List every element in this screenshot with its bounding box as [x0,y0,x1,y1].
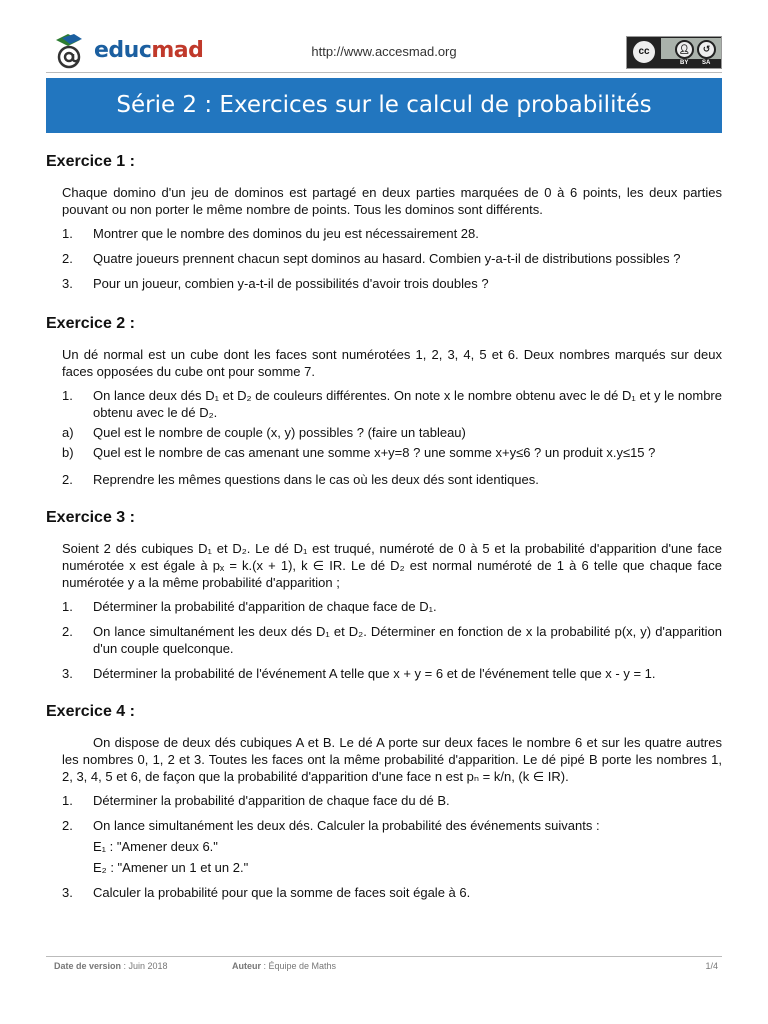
item-number: 1. [62,599,73,614]
item-text: Calculer la probabilité pour que la somme de faces soit égale à 6. [93,885,471,900]
item-text: Montrer que le nombre des dominos du jeu est nécessairement 28. [93,226,479,241]
exercise-1-item-2 [62,250,722,267]
exercise-3-title: Exercice 3 : [46,509,135,526]
exercise-2-sub-b [62,444,722,461]
footer-divider [46,956,722,957]
item-number: 2. [62,624,73,639]
exercise-1-item-1 [62,225,722,242]
author-value: : Équipe de Maths [261,961,337,971]
exercise-2-item-1 [62,387,722,421]
item-number: 2. [62,251,73,266]
exercise-2-title: Exercice 2 : [46,315,135,332]
item-letter: a) [62,425,74,440]
license-by-label: BY [680,60,689,66]
page-number: 1/4 [705,961,718,971]
item-number: 1. [62,793,73,808]
item-number: 1. [62,388,73,403]
cc-icon: cc [631,39,657,65]
item-number: 3. [62,885,73,900]
event-e1: E₁ : "Amener deux 6." [93,839,218,854]
item-text: Quatre joueurs prennent chacun sept dominos au hasard. Combien y-a-t-il de distributions possibles ? [93,251,681,266]
item-text: On lance simultanément les deux dés D₁ et D₂. Déterminer en fonction de x la probabilité p(x, y) d'apparition d'un couple quelconque. [93,624,722,656]
exercise-3-item-3 [62,665,722,682]
author-label: Auteur [232,961,261,971]
exercise-2-sub-a [62,424,722,441]
exercise-4-item-1 [62,792,722,809]
version-info [54,961,168,971]
item-text: Déterminer la probabilité de l'événement A telle que x + y = 6 et de l'événement telle que x - y = 1. [93,666,656,681]
item-number: 3. [62,276,73,291]
exercise-2-intro: Un dé normal est un cube dont les faces sont numérotées 1, 2, 3, 4, 5 et 6. Deux nombres marqués sur deux faces opposées du cube ont pour somme 7. [62,347,722,379]
exercise-4-item-2 [62,817,722,834]
exercise-3-item-2 [62,623,722,657]
version-label: Date de version [54,961,122,971]
exercise-4-intro: On dispose de deux dés cubiques A et B. Le dé A porte sur deux faces le nombre 6 et sur les quatre autres les nombres 0, 1, 2 et 3. Toutes les faces ont la même probabilité d'apparition. Le dé pipé B porte les nombres 1, 2, 3, 4, 5 et 6, de façon que la probabilité d'apparition d'une face n est pₙ = k/n, (k ∈ IR). [62,735,722,784]
item-text: Déterminer la probabilité d'apparition de chaque face du dé B. [93,793,450,808]
item-text: Reprendre les mêmes questions dans le cas où les deux dés sont identiques. [93,472,539,487]
item-text: Pour un joueur, combien y-a-t-il de possibilités d'avoir trois doubles ? [93,276,489,291]
exercise-3-item-1 [62,598,722,615]
exercise-3-intro: Soient 2 dés cubiques D₁ et D₂. Le dé D₁ est truqué, numéroté de 0 à 5 et la probabilité d'apparition d'une face numérotée x est égale à pₓ = k.(x + 1), k ∈ IR. Le dé D₂ est normal numéroté de 1 à 6 telle que chaque face numérotée y a la même probabilité d'apparition ; [62,541,722,590]
sa-share-alike-icon: ↺ [697,40,716,59]
exercise-1-item-3 [62,275,722,292]
logo-mad: mad [151,37,204,63]
item-text: Quel est le nombre de cas amenant une somme x+y=8 ? une somme x+y≤6 ? un produit x.y≤15 ? [93,445,656,460]
document-body [46,150,722,901]
exercise-4-item-3 [62,884,722,901]
item-number: 3. [62,666,73,681]
page-title: Série 2 : Exercices sur le calcul de probabilités [46,78,722,133]
logo-edu: educ [94,37,152,63]
site-url[interactable]: http://www.accesmad.org [311,44,457,59]
item-number: 2. [62,818,73,833]
item-number: 1. [62,226,73,241]
version-value: : Juin 2018 [121,961,168,971]
exercise-2-item-2 [62,471,722,488]
item-number: 2. [62,472,73,487]
item-text: Quel est le nombre de couple (x, y) possibles ? (faire un tableau) [93,425,466,440]
exercise-1-intro: Chaque domino d'un jeu de dominos est partagé en deux parties marquées de 0 à 6 points, les deux parties pouvant ou non porter le même nombre de points. Tous les dominos sont différents. [62,185,722,217]
license-sa-label: SA [702,60,711,66]
page-header [0,0,768,78]
item-text: Déterminer la probabilité d'apparition de chaque face de D₁. [93,599,437,614]
event-e2: E₂ : "Amener un 1 et un 2." [93,860,249,875]
author-info [232,961,336,971]
exercise-4-title: Exercice 4 : [46,703,135,720]
exercise-1-title: Exercice 1 : [46,153,135,170]
item-text: On lance simultanément les deux dés. Calculer la probabilité des événements suivants : [93,818,600,833]
item-letter: b) [62,445,74,460]
creative-commons-badge[interactable] [626,36,722,69]
item-text: On lance deux dés D₁ et D₂ de couleurs différentes. On note x le nombre obtenu avec le dé D₁ et y le nombre obtenu avec le dé D₂. [93,388,722,420]
by-person-icon: 👤︎ [675,40,694,59]
header-divider [46,72,722,73]
